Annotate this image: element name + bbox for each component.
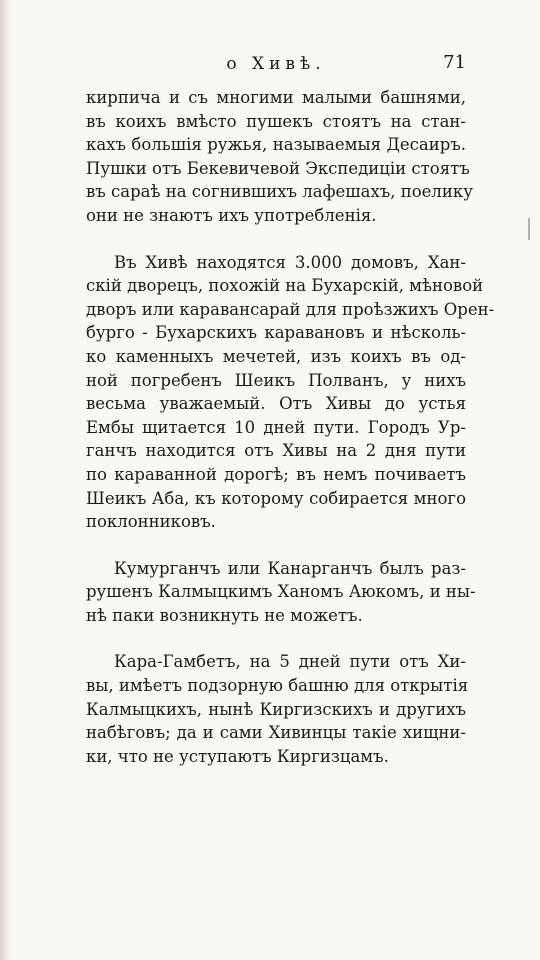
page-edge-mark [528,218,530,240]
text-line: Кара-Гамбетъ, на 5 дней пути отъ Хи- [114,652,466,672]
paragraph [86,86,473,228]
text-line: Калмыцкихъ, нынѣ Киргизскихъ и другихъ [86,699,466,719]
text-line: бурго - Бухарскихъ каравановъ и нѣсколь- [86,323,466,343]
paragraph-gap [86,627,466,650]
text-line: Въ Хивѣ находятся 3.000 домовъ, Хан- [114,252,466,272]
text-line: рушенъ Калмыцкимъ Ханомъ Аюкомъ, и ны- [86,582,476,602]
text-line: нѣ паки возникнуть не можетъ. [86,605,363,625]
text-line: набѣговъ; да и сами Хивинцы такіе хищни- [86,723,466,743]
text-line: дворъ или каравансарай для проѣзжихъ Орен- [86,299,495,319]
text-line: Ембы щитается 10 дней пути. Городъ Ур- [86,417,466,437]
text-line: поклонниковъ. [86,512,216,532]
paragraph-gap [86,228,466,251]
text-line: Шеикъ Аба, къ которому собирается много [86,488,466,508]
text-line: кахъ большія ружья, называемыя Десаиръ. [86,135,466,155]
paragraph [86,557,476,628]
text-line: они не знаютъ ихъ употребленія. [86,205,377,225]
page-number: 71 [443,52,466,73]
text-line: Пушки отъ Бекевичевой Экспедиціи стоятъ [86,158,470,178]
text-line: ко каменныхъ мечетей, изъ коихъ въ од- [86,346,466,366]
text-line: весьма уважаемый. Отъ Хивы до устья [86,394,466,414]
text-line: вы, имѣетъ подзорную башню для открытія [86,676,469,696]
text-line: по караванной дорогѣ; въ немъ почиваетъ [86,464,466,484]
text-line: кирпича и съ многими малыми башнями, [86,88,466,107]
running-title: о Хивѣ. [226,54,326,74]
page-header [86,54,466,80]
body-text [86,86,495,768]
paragraph [86,650,469,768]
text-line: ки, что не уступаютъ Киргизцамъ. [86,746,389,766]
text-line: Кумурганчъ или Канарганчъ былъ раз- [114,558,466,578]
page-gutter-shadow [0,0,12,960]
text-line: скій дворецъ, похожій на Бухарскій, мѣновой [86,276,484,296]
text-line: ганчъ находится отъ Хивы на 2 дня пути [86,441,466,461]
paragraph-gap [86,534,466,557]
text-line: въ сараѣ на согнившихъ лафешахъ, поелику [86,182,473,202]
paragraph [86,251,495,534]
text-line: въ коихъ вмѣсто пушекъ стоятъ на стан- [86,111,466,131]
text-line: ной погребенъ Шеикъ Полванъ, у нихъ [86,370,466,390]
